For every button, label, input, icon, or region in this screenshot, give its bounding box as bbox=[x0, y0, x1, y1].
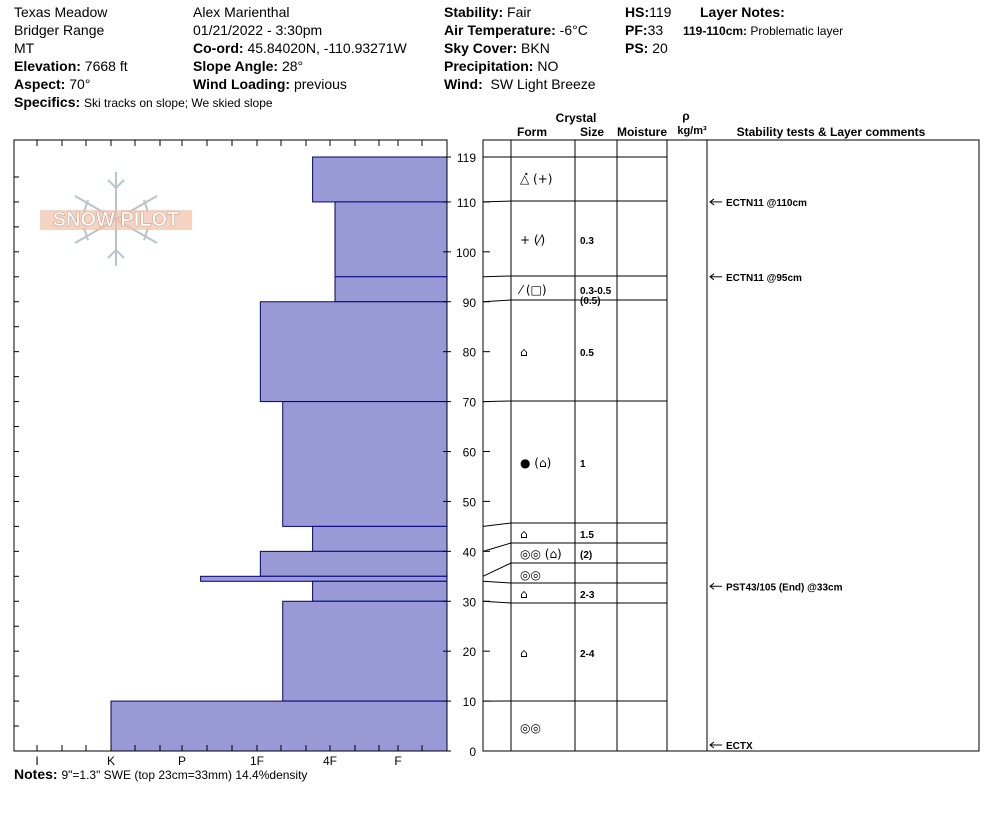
y-tick-label: 80 bbox=[462, 345, 476, 360]
notes-row bbox=[14, 766, 307, 782]
slope-label: Slope Angle: bbox=[193, 58, 279, 74]
range-name: Bridger Range bbox=[14, 22, 105, 38]
y-tick-label: 10 bbox=[462, 695, 476, 710]
column-header-form: Form bbox=[517, 125, 547, 139]
sky-label: Sky Cover: bbox=[444, 40, 518, 56]
stability-value: Fair bbox=[507, 4, 532, 20]
stability-test-label: ECTN11 @95cm bbox=[726, 272, 802, 284]
layer-connector bbox=[483, 601, 511, 603]
crystal-form: △̽ (+) bbox=[520, 172, 553, 186]
layer-connector bbox=[483, 523, 511, 526]
hs-value: 119 bbox=[649, 4, 672, 20]
pf-label: PF: bbox=[625, 22, 648, 38]
y-tick-label: 50 bbox=[462, 495, 476, 510]
y-tick-label: 0 bbox=[469, 745, 476, 759]
crystal-form: ◎◎ (⌂) bbox=[520, 547, 562, 561]
crystal-size: (2) bbox=[580, 550, 593, 561]
crystal-form: ⁄ (□) bbox=[520, 283, 547, 297]
location-name: Texas Meadow bbox=[14, 4, 108, 20]
coord-label: Co-ord: bbox=[193, 40, 244, 56]
layer-connector bbox=[483, 543, 511, 551]
column-header-density_unit: kg/m³ bbox=[677, 125, 707, 137]
crystal-table-frame bbox=[483, 140, 979, 751]
stability-test-label: PST43/105 (End) @33cm bbox=[726, 582, 843, 594]
elevation-label: Elevation: bbox=[14, 58, 81, 74]
elevation-value: 7668 ft bbox=[84, 58, 128, 74]
layer-note-range: 119-110cm: bbox=[683, 24, 748, 38]
column-header-stability: Stability tests & Layer comments bbox=[736, 125, 926, 139]
y-tick-label: 20 bbox=[462, 645, 476, 660]
crystal-size: 1 bbox=[580, 459, 586, 470]
ps-value: 20 bbox=[652, 40, 668, 56]
y-tick-label: 90 bbox=[462, 295, 476, 310]
hardness-bar bbox=[313, 526, 447, 551]
snowpilot-logo bbox=[40, 172, 192, 266]
stability-test-label: ECTX bbox=[726, 741, 753, 752]
y-tick-label: 119 bbox=[456, 151, 476, 165]
hardness-tick-label: 1F bbox=[249, 754, 265, 768]
hardness-tick-label: K bbox=[106, 754, 116, 768]
crystal-size-secondary: (0.5) bbox=[580, 296, 601, 307]
hardness-tick-label: I bbox=[35, 754, 39, 768]
precip-label: Precipitation: bbox=[444, 58, 534, 74]
layer-connector bbox=[483, 401, 511, 402]
layer-connector bbox=[483, 300, 511, 302]
hardness-bar bbox=[260, 551, 447, 576]
stability-label: Stability: bbox=[444, 4, 504, 20]
crystal-form: ◎◎ bbox=[520, 721, 541, 735]
layer-connector bbox=[483, 276, 511, 277]
layer-connector bbox=[483, 201, 511, 202]
crystal-size: 2-3 bbox=[580, 590, 595, 601]
layer-notes-heading: Layer Notes: bbox=[700, 4, 785, 20]
column-header-crystal: Crystal bbox=[555, 111, 597, 125]
hardness-bar bbox=[260, 302, 447, 402]
column-header-size: Size bbox=[579, 125, 605, 139]
hardness-tick-label: F bbox=[394, 754, 402, 768]
hardness-bar bbox=[313, 581, 447, 601]
stability-test-label: ECTN11 @110cm bbox=[726, 197, 807, 209]
layer-connector bbox=[483, 563, 511, 576]
pf-value: 33 bbox=[647, 22, 664, 38]
crystal-form: ● (⌂) bbox=[520, 456, 552, 470]
crystal-size: 1.5 bbox=[580, 530, 594, 541]
slope-value: 28° bbox=[281, 58, 304, 74]
observer-name: Alex Marienthal bbox=[193, 4, 290, 20]
hardness-bar bbox=[283, 601, 447, 701]
hardness-bar bbox=[335, 277, 447, 302]
y-tick-label: 110 bbox=[456, 195, 476, 210]
hardness-bar bbox=[313, 157, 447, 202]
hardness-bar bbox=[335, 202, 447, 277]
hardness-bar bbox=[111, 701, 447, 751]
hardness-tick-label: 4F bbox=[322, 754, 338, 768]
wind-loading-value: previous bbox=[293, 76, 347, 92]
crystal-size: 0.3-0.5 bbox=[580, 286, 612, 297]
hs-label: HS: bbox=[625, 4, 650, 20]
column-header-moisture: Moisture bbox=[616, 125, 668, 139]
crystal-size: 0.3 bbox=[580, 236, 594, 247]
crystal-form: + (⁄) bbox=[520, 233, 546, 247]
observation-datetime: 01/21/2022 - 3:30pm bbox=[193, 22, 323, 38]
y-tick-label: 30 bbox=[462, 595, 476, 610]
y-tick-label: 70 bbox=[462, 395, 476, 410]
y-tick-label: 40 bbox=[462, 545, 476, 560]
hardness-bar bbox=[201, 576, 447, 581]
logo-text: SNOW PILOT bbox=[52, 209, 180, 231]
aspect-label: Aspect: bbox=[14, 76, 66, 92]
crystal-size: 0.5 bbox=[580, 348, 594, 359]
wind-label: Wind: bbox=[444, 76, 483, 92]
sky-value: BKN bbox=[521, 40, 550, 56]
notes-text: 9"=1.3" SWE (top 23cm=33mm) 14.4%density bbox=[61, 768, 308, 782]
wind-loading-label: Wind Loading: bbox=[193, 76, 291, 92]
air-temp-label: Air Temperature: bbox=[444, 22, 556, 38]
state-name: MT bbox=[14, 40, 35, 56]
y-tick-label: 100 bbox=[455, 245, 476, 260]
column-header-rho: ρ bbox=[682, 109, 690, 123]
crystal-form: ⌂ bbox=[520, 345, 528, 359]
crystal-form: ◎◎ bbox=[520, 568, 541, 582]
crystal-form: ⌂ bbox=[520, 527, 528, 541]
notes-label: Notes: bbox=[14, 766, 58, 782]
layer-note-text: Problematic layer bbox=[750, 24, 844, 38]
crystal-form: ⌂ bbox=[520, 587, 528, 601]
specifics-value: Ski tracks on slope; We skied slope bbox=[84, 96, 273, 110]
precip-value: NO bbox=[537, 58, 559, 74]
specifics-label: Specifics: bbox=[14, 94, 81, 110]
ps-label: PS: bbox=[625, 40, 649, 56]
coord-value: 45.84020N, -110.93271W bbox=[247, 40, 407, 56]
air-temp-value: -6°C bbox=[559, 22, 588, 38]
aspect-value: 70° bbox=[69, 76, 91, 92]
crystal-size: 2-4 bbox=[580, 649, 595, 660]
crystal-form: ⌂ bbox=[520, 646, 528, 660]
layer-connector bbox=[483, 581, 511, 583]
hardness-tick-label: P bbox=[177, 754, 187, 768]
hardness-bar bbox=[283, 402, 447, 527]
y-tick-label: 60 bbox=[462, 445, 476, 460]
wind-value: SW Light Breeze bbox=[490, 76, 596, 92]
